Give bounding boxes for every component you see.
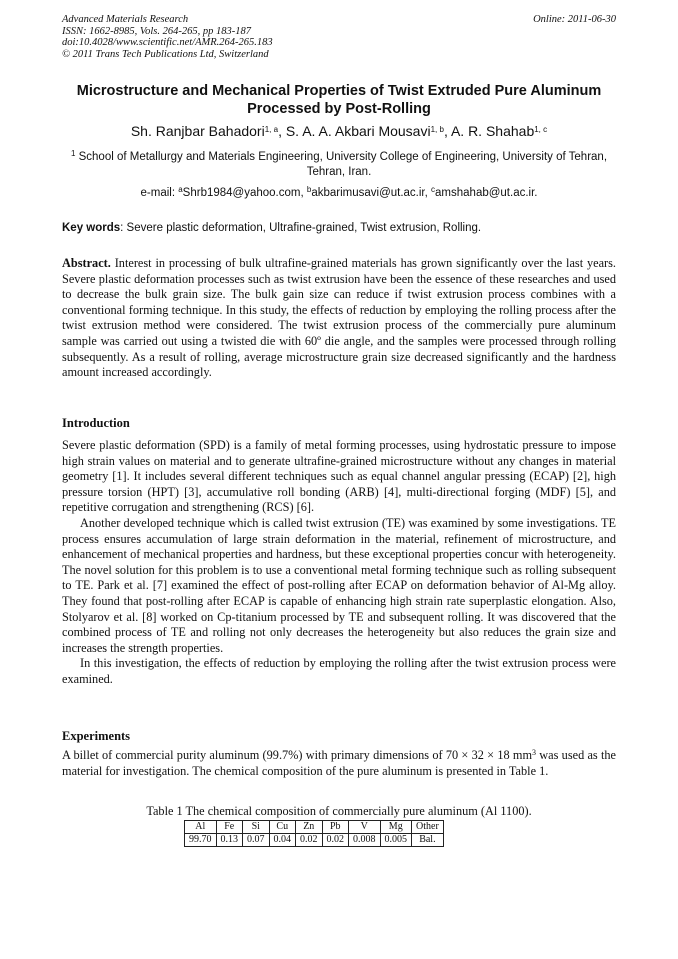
table-cell: 0.008 [349,834,381,847]
abstract-label: Abstract. [62,256,111,270]
email-c: amshahab@ut.ac.ir. [435,187,538,199]
table-row [185,834,444,847]
email-line [62,186,616,201]
table-cell: 0.07 [243,834,270,847]
issn-line: ISSN: 1662-8985, Vols. 264-265, pp 183-187 [62,25,251,37]
author-1-affil: 1, a [264,125,279,134]
table-header-cell: Al [185,821,217,834]
experiments-body [62,748,616,779]
table-header-cell: Pb [322,821,349,834]
table-cell: Bal. [412,834,444,847]
affiliation-marker: 1 [70,149,76,158]
doi-line: doi:10.4028/www.scientific.net/AMR.264-265.183 [62,37,273,48]
author-2-affil: 1, b [430,125,444,134]
table-cell: 0.005 [380,834,412,847]
copyright-line: © 2011 Trans Tech Publications Ltd, Switzerland [62,48,269,60]
experiments-heading: Experiments [62,729,131,743]
email-marker-c: c [431,185,436,194]
paper-title: Microstructure and Mechanical Properties of Twist Extruded Pure Aluminum Processed by Post-Rolling [76,83,602,117]
intro-paragraph-1: Severe plastic deformation (SPD) is a family of metal forming processes, using hydrostatic pressure to impose high strain values on material and to generate ultrafine-grained microstructure without any changes in material geometry [1]. It includes several different techniques such as equal channel angular pressing (ECAP) [2], high pressure torsion (HPT) [3], accumulative roll bonding (ARB) [4], multi-directional forging (MDF) [5], and repetitive corrugation and strengthening (RCS) [6]. [62,438,616,515]
affiliation-text: School of Metallurgy and Materials Engineering, University College of Engineering, University of Tehran, Tehran, Iran. [75,151,608,178]
email-b: akbarimusavi@ut.ac.ir, [311,187,432,199]
table-header-cell: Fe [216,821,243,834]
email-marker-a: a [178,185,183,194]
experiments-text-2: was used as the material for investigation. The chemical composition of the pure aluminum is presented in Table 1. [62,748,616,778]
table-header-cell: Cu [269,821,296,834]
table-cell: 0.13 [216,834,243,847]
author-2: S. A. A. Akbari Mousavi [285,123,431,139]
table-header-cell: Si [243,821,270,834]
affiliation [62,150,616,180]
journal-header [62,14,616,60]
table-caption: Table 1 The chemical composition of commercially pure aluminum (Al 1100). [146,804,532,818]
composition-table [184,820,444,847]
experiments-sup: 3 [532,748,537,757]
author-3-affil: 1, c [534,125,548,134]
table-cell: 0.04 [269,834,296,847]
email-marker-b: b [306,185,312,194]
abstract [62,256,616,381]
table-header-cell: V [349,821,381,834]
email-a: Shrb1984@yahoo.com, [182,187,307,199]
table-header-cell: Zn [296,821,323,834]
table-header-cell: Mg [380,821,412,834]
experiments-text: A billet of commercial purity aluminum (99.7%) with primary dimensions of 70 × 32 × 18 mm [62,748,533,762]
keywords-text: : Severe plastic deformation, Ultrafine-grained, Twist extrusion, Rolling. [120,222,482,234]
online-date: Online: 2011-06-30 [533,14,616,25]
intro-paragraph-2: Another developed technique which is called twist extrusion (TE) was examined by some investigations. TE process ensures accumulation of large strain deformation in the material, refinement of microstructure, and enhancement of mechanical properties and hardness, but these exceptional properties concur with heterogeneity. The novel solution for this problem is to use a conventional metal forming technique such as rolling subsequent to TE. Park et al. [7] examined the effect of post-rolling after ECAP on deformation behavior of Al-Mg alloy. They found that post-rolling after ECAP is capable of enhancing high strain rate superplastic elongation. Also, Stolyarov et al. [8] worked on Cp-titanium processed by TE and subsequent rolling. It was discovered that the combined process of TE and rolling not only decreases the heterogeneity but also reduces the grain size and increases the strength properties. [62,515,616,655]
author-list [62,122,616,140]
email-prefix: e-mail: [140,187,179,199]
journal-name: Advanced Materials Research [62,14,189,25]
table-cell: 0.02 [322,834,349,847]
author-separator: , [443,123,451,139]
table-cell: 99.70 [185,834,217,847]
author-separator: , [278,123,286,139]
author-3: A. R. Shahab [450,123,535,139]
intro-paragraph-3: In this investigation, the effects of reduction by employing the rolling after the twist extrusion process were examined. [62,656,616,686]
author-1: Sh. Ranjbar Bahadori [130,123,265,139]
introduction-heading: Introduction [62,416,130,430]
abstract-text: Interest in processing of bulk ultrafine-grained materials has grown significantly over the last years. Severe plastic deformation processes such as twist extrusion have been the essence of these researches and used to decrease the bulk grain size. The bulk gain size can reduce if twist extrusion process combines with a conventional forming technique. In this study, the effects of reduction by employing the rolling process after the twist extrusion method were considered. The twist extrusion process of the commercially pure aluminum sample was carried out using a twisted die with 60º die angle, and the samples were processed through rolling subsequently. As a result of rolling, average microstructure grain size decreased significantly and the hardness amount increased accordingly. [62,256,616,380]
table-header-cell: Other [412,821,444,834]
table-cell: 0.02 [296,834,323,847]
table-header-row [185,821,444,834]
introduction-body [62,438,616,688]
keywords [62,221,616,236]
keywords-label: Key words [62,222,121,234]
